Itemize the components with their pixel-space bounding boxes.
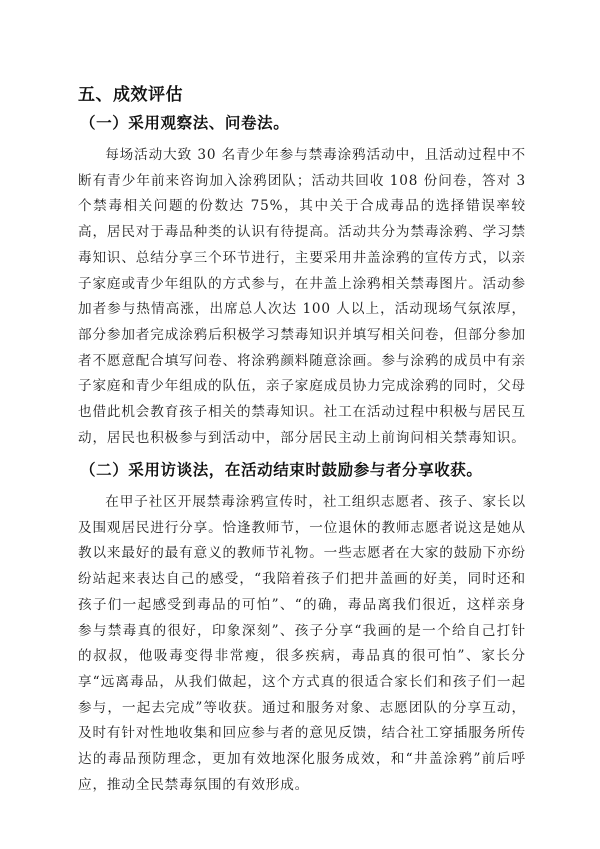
subsection-heading-interview: （二）采用访谈法，在活动结束时鼓励参与者分享收获。: [80, 460, 483, 479]
paragraph-observation-results: 每场活动大致 30 名青少年参与禁毒涂鸦活动中，且活动过程中不断有青少年前来咨询加入涂鸦团队；活动共回收 108 份问卷，答对 3 个禁毒相关问题的份数达 75%，其中关于合成毒品的选择错误率较高，居民对于毒品种类的认识有待提高。活动共分为禁毒涂鸦、学习禁毒知识、总结分享三个环节进行，主要采用井盖涂鸦的宣传方式，以亲子家庭或青少年组队的方式参与，在井盖上涂鸦相关禁毒图片。活动参加者参与热情高涨，出席总人次达 100 人以上，活动现场气氛浓厚，部分参加者完成涂鸦后积极学习禁毒知识并填写相关问卷，但部分参加者不愿意配合填写问卷、将涂鸦颜料随意涂画。参与涂鸦的成员中有亲子家庭和青少年组成的队伍，亲子家庭成员协力完成涂鸦的同时，父母也借此机会教育孩子相关的禁毒知识。社工在活动过程中积极与居民互动，居民也积极参与到活动中，部分居民主动上前询问相关禁毒知识。: [78, 147, 526, 446]
section-title: 五、成效评估: [78, 85, 183, 105]
paragraph-interview-results: 在甲子社区开展禁毒涂鸦宣传时，社工组织志愿者、孩子、家长以及围观居民进行分享。恰逢教师节，一位退休的教师志愿者说这是她从教以来最好的最有意义的教师节礼物。一些志愿者在大家的鼓励下亦纷纷站起来表达自己的感受，“我陪着孩子们把井盖画的好美，同时还和孩子们一起感受到毒品的可怕”、“的确，毒品离我们很近，这样亲身参与禁毒真的很好，印象深刻”、孩子分享“我画的是一个给自己打针的叔叔，他吸毒变得非常瘦，很多疾病，毒品真的很可怕”、家长分享“远离毒品，从我们做起，这个方式真的很适合家长们和孩子们一起参与，一起去完成”等收获。通过和服务对象、志愿团队的分享互动，及时有针对性地收集和回应参与者的意见反馈，结合社工穿插服务所传达的毒品预防理念，更加有效地深化服务成效，和“井盖涂鸦”前后呼应，推动全民禁毒氛围的有效形成。: [78, 494, 526, 793]
subsection-heading-observation: （一）采用观察法、问卷法。: [80, 113, 290, 132]
